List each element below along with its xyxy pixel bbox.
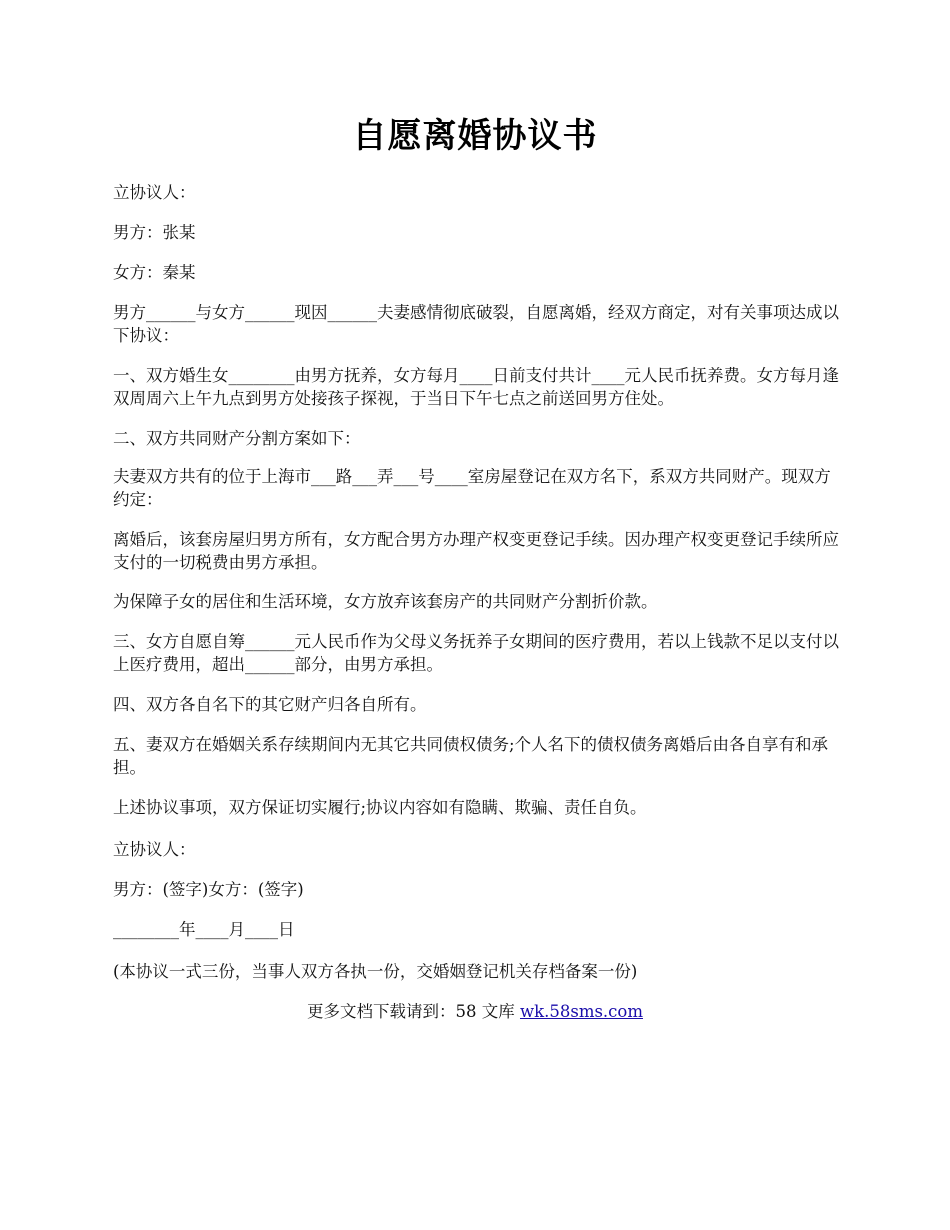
- paragraph-property-waiver: 为保障子女的居住和生活环境，女方放弃该套房产的共同财产分割折价款。: [113, 592, 658, 611]
- paragraph-signatures: 男方：(签字)女方：(签字): [113, 880, 304, 899]
- paragraph-clause-3: 三、女方自愿自筹______元人民币作为父母义务抚养子女期间的医疗费用，若以上钱款不足以支付以上医疗费用，超出______部分，由男方承担。: [113, 632, 839, 674]
- footer-link[interactable]: wk.58sms.com: [519, 1002, 643, 1021]
- document-title: 自愿离婚协议书: [352, 116, 598, 156]
- paragraph-clause-2-heading: 二、双方共同财产分割方案如下：: [113, 429, 361, 448]
- paragraph-husband: 男方：张某: [113, 223, 196, 242]
- paragraph-wife: 女方：秦某: [113, 263, 196, 282]
- paragraph-copies-note: (本协议一式三份，当事人双方各执一份，交婚姻登记机关存档备案一份): [113, 962, 638, 981]
- paragraph-parties-heading: 立协议人：: [113, 183, 196, 202]
- paragraph-clause-5: 五、妻双方在婚姻关系存续期间内无其它共同债权债务;个人名下的债权债务离婚后由各自享有和承担。: [113, 735, 829, 777]
- paragraph-intro: 男方______与女方______现因______夫妻感情彻底破裂，自愿离婚，经双方商定，对有关事项达成以下协议：: [113, 303, 839, 345]
- paragraph-date: ________年____月____日: [113, 920, 295, 939]
- footer-text: 更多文档下载请到：58 文库: [306, 1002, 520, 1021]
- paragraph-property-ownership: 离婚后，该套房屋归男方所有，女方配合男方办理产权变更登记手续。因办理产权变更登记手续所应支付的一切税费由男方承担。: [113, 530, 839, 572]
- paragraph-clause-4: 四、双方各自名下的其它财产归各自所有。: [113, 695, 427, 714]
- paragraph-clause-1: 一、双方婚生女________由男方抚养，女方每月____日前支付共计____元人民币抚养费。女方每月逢双周周六上午九点到男方处接孩子探视，于当日下午七点之前送回男方住处。: [113, 366, 839, 408]
- paragraph-guarantee: 上述协议事项，双方保证切实履行;协议内容如有隐瞒、欺骗、责任自负。: [113, 798, 647, 817]
- paragraph-parties-signature-heading: 立协议人：: [113, 840, 196, 859]
- paragraph-property-location: 夫妻双方共有的位于上海市___路___弄___号____室房屋登记在双方名下，系双方共同财产。现双方约定：: [113, 467, 831, 509]
- footer: [0, 1000, 950, 1023]
